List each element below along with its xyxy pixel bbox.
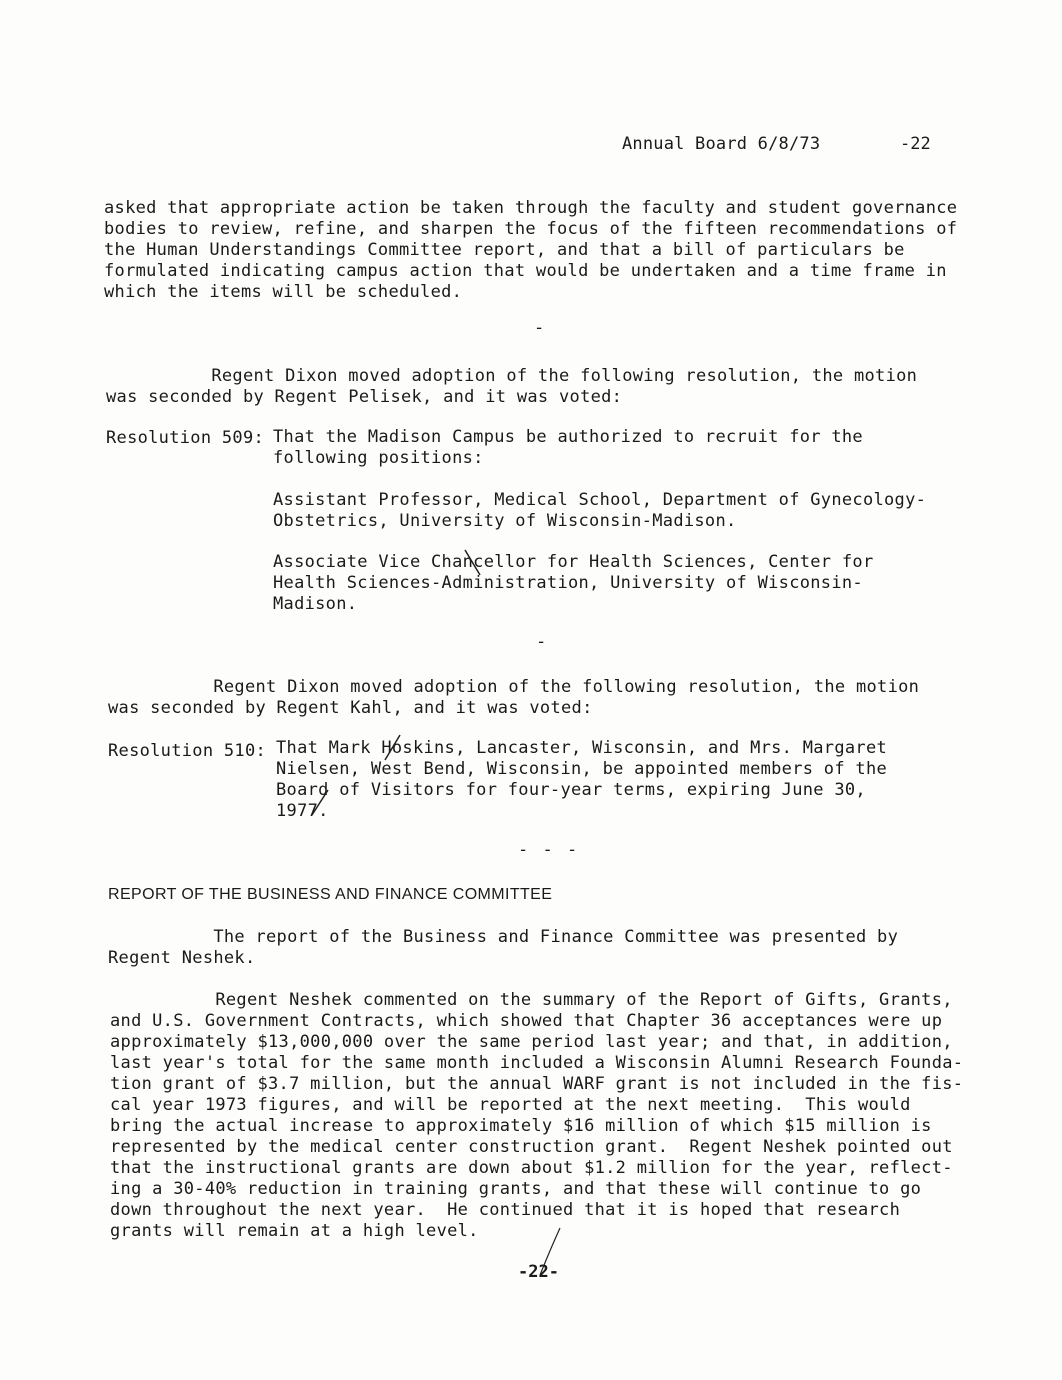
paragraph-report-presented: The report of the Business and Finance Committee was presented by Regent Neshek. bbox=[108, 927, 899, 968]
separator-dash: - bbox=[534, 318, 545, 338]
resolution-509-position-2: Associate Vice Chancellor for Health Sciences, Center for Health Sciences-Administration, University of Wisconsin- Madison. bbox=[273, 552, 874, 614]
resolution-509-label: Resolution 509: bbox=[106, 428, 265, 448]
paragraph-asked-action: asked that appropriate action be taken through the faculty and student governance bodies to review, refine, and sharpen the focus of the fifteen recommendations of the Human Understandings Committee report, and that a bill of particulars be formulated indicating campus action that would be undertaken and a time frame in which the items will be scheduled. bbox=[104, 198, 958, 302]
page-header-number: -22 bbox=[900, 134, 931, 154]
resolution-509-position-1: Assistant Professor, Medical School, Department of Gynecology- Obstetrics, University of Wisconsin-Madison. bbox=[273, 490, 927, 531]
separator-dash: - bbox=[536, 632, 547, 652]
resolution-509-text: That the Madison Campus be authorized to recruit for the following positions: bbox=[273, 427, 863, 468]
resolution-510-text: That Mark Hoskins, Lancaster, Wisconsin, and Mrs. Margaret Nielsen, West Bend, Wisconsin, be appointed members of the Board of Visitors for four-year terms, expiring June 30, 1977. bbox=[276, 738, 888, 821]
page-footer-number: -22- bbox=[518, 1262, 559, 1282]
resolution-510-label: Resolution 510: bbox=[108, 741, 267, 761]
separator-dashes: - - - bbox=[518, 840, 580, 860]
page-header-title: Annual Board 6/8/73 bbox=[622, 134, 821, 154]
paragraph-neshek-comments: Regent Neshek commented on the summary of the Report of Gifts, Grants, and U.S. Government Contracts, which showed that Chapter 36 acceptances were up approximately $13,000,000 over the same period last year; and that, in addition, last year's total for the same month included a Wisconsin Alumni Research Founda- tion grant of $3.7 million, but the annual WARF grant is not included in the fis- cal year 1973 figures, and will be reported at the next meeting. This would bring the actual increase to approximately $16 million of which $15 million is represented by the medical center construction grant. Regent Neshek pointed out that the instructional grants are down about $1.2 million for the year, reflect- ing a 30-40% reduction in training grants, and that these will continue to go down throughout the next year. He continued that it is hoped that research grants will remain at a high level. bbox=[110, 990, 964, 1241]
paragraph-dixon-motion-1: Regent Dixon moved adoption of the following resolution, the motion was seconded by Regent Pelisek, and it was voted: bbox=[106, 366, 918, 407]
paragraph-dixon-motion-2: Regent Dixon moved adoption of the following resolution, the motion was seconded by Regent Kahl, and it was voted: bbox=[108, 677, 920, 718]
section-heading: REPORT OF THE BUSINESS AND FINANCE COMMITTEE bbox=[108, 886, 553, 903]
